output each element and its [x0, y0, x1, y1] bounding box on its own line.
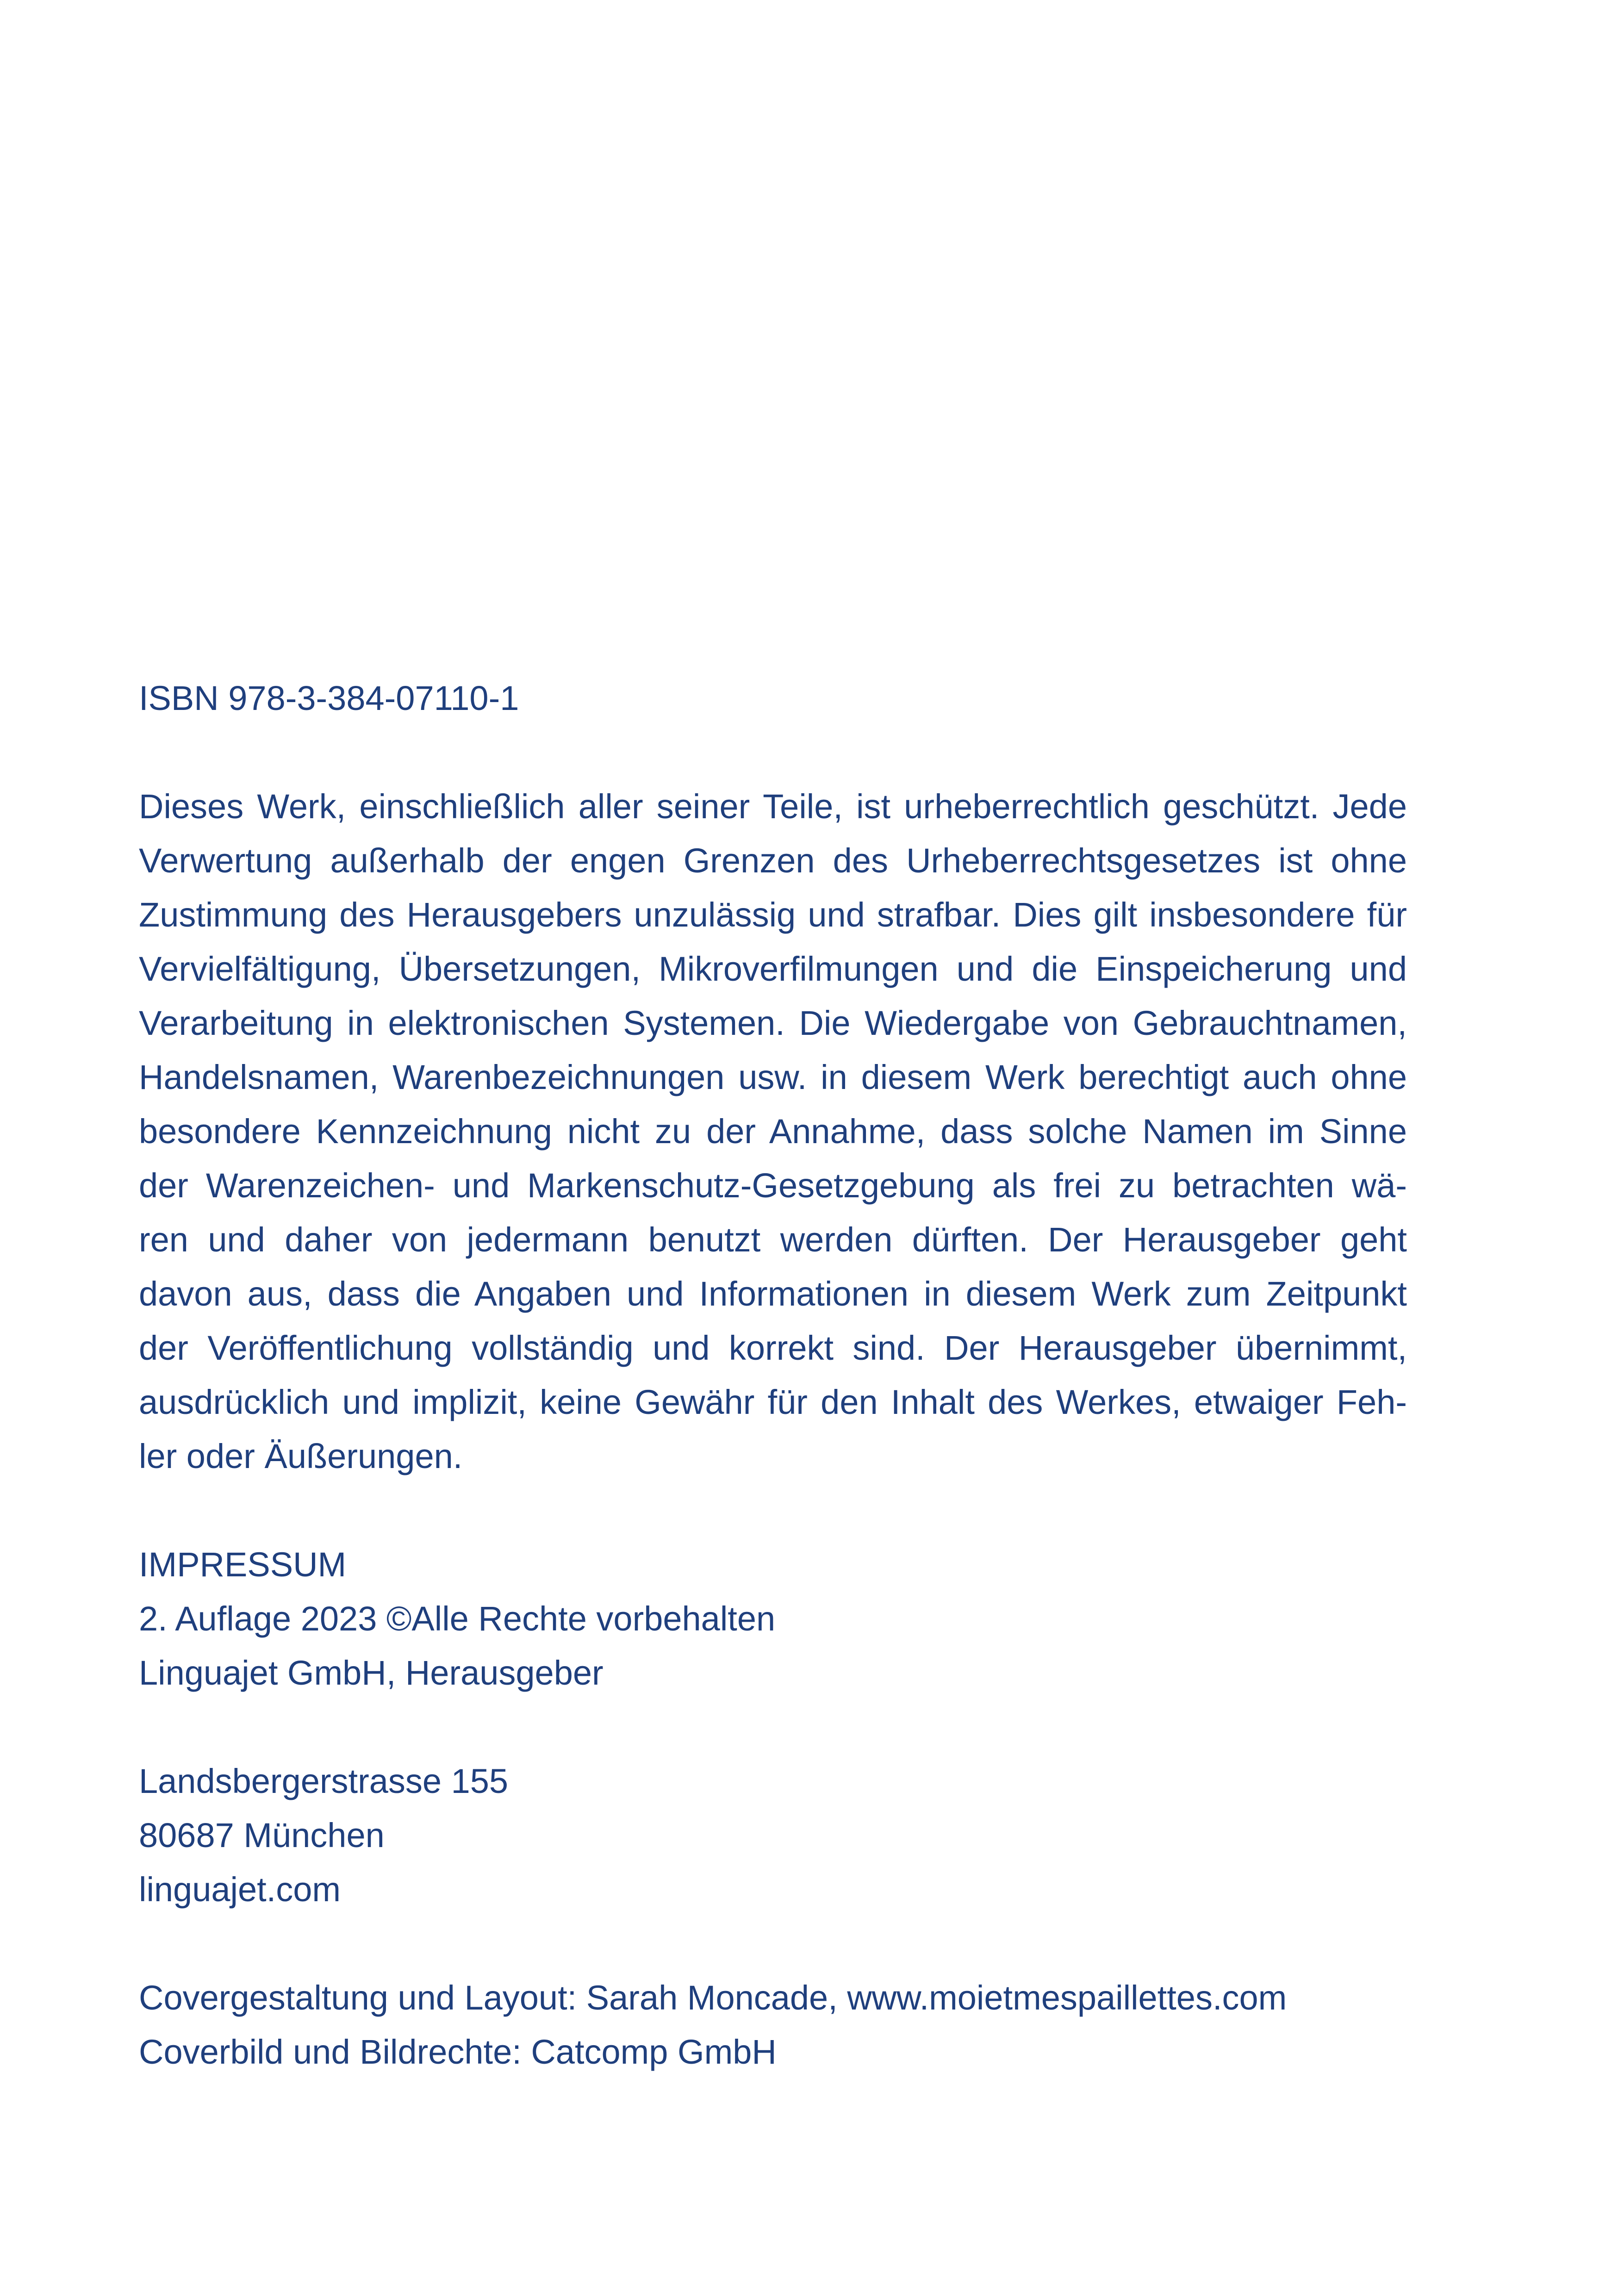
spacer — [139, 1916, 1407, 1971]
copyright-line: Verarbeitung in elektronischen Systemen. Die Wiedergabe von Gebrauchtnamen, — [139, 1004, 1407, 1042]
copyright-line: besondere Kennzeichnung nicht zu der Annahme, dass solche Namen im Sinne — [139, 1112, 1407, 1151]
copyright-line: Zustimmung des Herausgebers unzulässig und strafbar. Dies gilt insbesondere für — [139, 896, 1407, 934]
copyright-line: Handelsnamen, Warenbezeichnungen usw. in diesem Werk berechtigt auch ohne — [139, 1058, 1407, 1096]
publisher-line: Linguajet GmbH, Herausgeber — [139, 1654, 604, 1692]
city-line: 80687 München — [139, 1816, 385, 1854]
copyright-line: ausdrücklich und implizit, keine Gewähr für den Inhalt des Werkes, etwaiger Feh- — [139, 1383, 1407, 1421]
copyright-line-last: ler oder Äußerungen. — [139, 1437, 463, 1475]
copyright-line: Verwertung außerhalb der engen Grenzen des Urheberrechtsgesetzes ist ohne — [139, 841, 1407, 880]
isbn: ISBN 978-3-384-07110-1 — [139, 679, 519, 717]
address-block — [139, 1754, 1407, 1916]
imprint-content — [139, 671, 1407, 2079]
copyright-paragraph — [139, 779, 1407, 1483]
street-line: Landsbergerstrasse 155 — [139, 1762, 509, 1800]
cover-layout-credit: Covergestaltung und Layout: Sarah Moncade, www.moietmespaillettes.com — [139, 1979, 1287, 2017]
copyright-line: Dieses Werk, einschließlich aller seiner Teile, ist urheberrechtlich geschützt. Jede — [139, 787, 1407, 826]
credits-block — [139, 1971, 1407, 2079]
spacer — [139, 1483, 1407, 1537]
spacer — [139, 1700, 1407, 1754]
cover-image-credit: Coverbild und Bildrechte: Catcomp GmbH — [139, 2033, 777, 2071]
impressum-heading: IMPRESSUM — [139, 1545, 347, 1584]
copyright-line: ren und daher von jedermann benutzt werden dürften. Der Herausgeber geht — [139, 1220, 1407, 1259]
website-line: linguajet.com — [139, 1870, 341, 1909]
spacer — [139, 725, 1407, 779]
impressum-block — [139, 1537, 1407, 1700]
copyright-line: davon aus, dass die Angaben und Informationen in diesem Werk zum Zeitpunkt — [139, 1275, 1407, 1313]
copyright-line: der Warenzeichen- und Markenschutz-Gesetzgebung als frei zu betrachten wä- — [139, 1166, 1407, 1205]
copyright-line: der Veröffentlichung vollständig und korrekt sind. Der Herausgeber übernimmt, — [139, 1329, 1407, 1367]
edition-line: 2. Auflage 2023 ©Alle Rechte vorbehalten — [139, 1599, 776, 1638]
copyright-line: Vervielfältigung, Übersetzungen, Mikroverfilmungen und die Einspeicherung und — [139, 950, 1407, 988]
